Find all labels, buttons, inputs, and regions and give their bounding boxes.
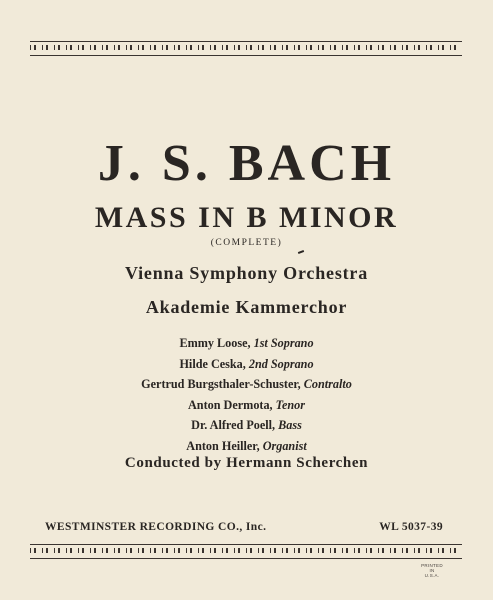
soloist-name: Anton Dermota, bbox=[187, 397, 276, 412]
printed-mark-line: U.S.A. bbox=[424, 573, 440, 578]
publisher-name: WESTMINSTER RECORDING CO., Inc. bbox=[45, 521, 267, 533]
soloist-name: Emmy Loose, bbox=[179, 336, 254, 350]
work-subtitle: (COMPLETE) bbox=[210, 238, 283, 248]
soloist-name: Anton Heiller, bbox=[186, 438, 263, 453]
printed-mark-line: PRINTED bbox=[421, 563, 443, 568]
soloist-role: Organist bbox=[262, 438, 307, 453]
printed-in-usa-mark bbox=[421, 563, 443, 578]
soloist-name: Gertrud Burgsthaler-Schuster, bbox=[141, 377, 304, 391]
composer-name: J. S. BACH bbox=[97, 135, 396, 192]
soloist-line bbox=[0, 395, 493, 416]
soloists-list bbox=[0, 333, 493, 456]
soloist-role: Tenor bbox=[275, 397, 306, 412]
orchestra-name: Vienna Symphony Orchestra bbox=[124, 263, 369, 283]
decorative-border-bottom bbox=[30, 544, 462, 559]
decorative-border-top bbox=[30, 41, 462, 56]
soloist-name: Dr. Alfred Poell, bbox=[191, 418, 279, 432]
soloist-line bbox=[0, 436, 493, 457]
soloist-line bbox=[0, 415, 493, 436]
soloist-role: Bass bbox=[278, 418, 302, 432]
conductor-credit: Conducted by Hermann Scherchen bbox=[124, 455, 369, 471]
soloist-role: 1st Soprano bbox=[253, 336, 314, 350]
printed-mark-line: IN bbox=[429, 568, 435, 573]
soloist-role: 2nd Soprano bbox=[248, 356, 314, 371]
catalog-number: WL 5037-39 bbox=[379, 521, 443, 533]
soloist-line bbox=[0, 354, 493, 375]
soloist-role: Contralto bbox=[303, 377, 352, 391]
soloist-line bbox=[0, 374, 493, 395]
choir-name: Akademie Kammerchor bbox=[145, 297, 348, 317]
soloist-line bbox=[0, 333, 493, 354]
ink-mark bbox=[298, 250, 304, 254]
soloist-name: Hilde Ceska, bbox=[179, 356, 249, 371]
work-title: MASS IN B MINOR bbox=[94, 201, 399, 234]
